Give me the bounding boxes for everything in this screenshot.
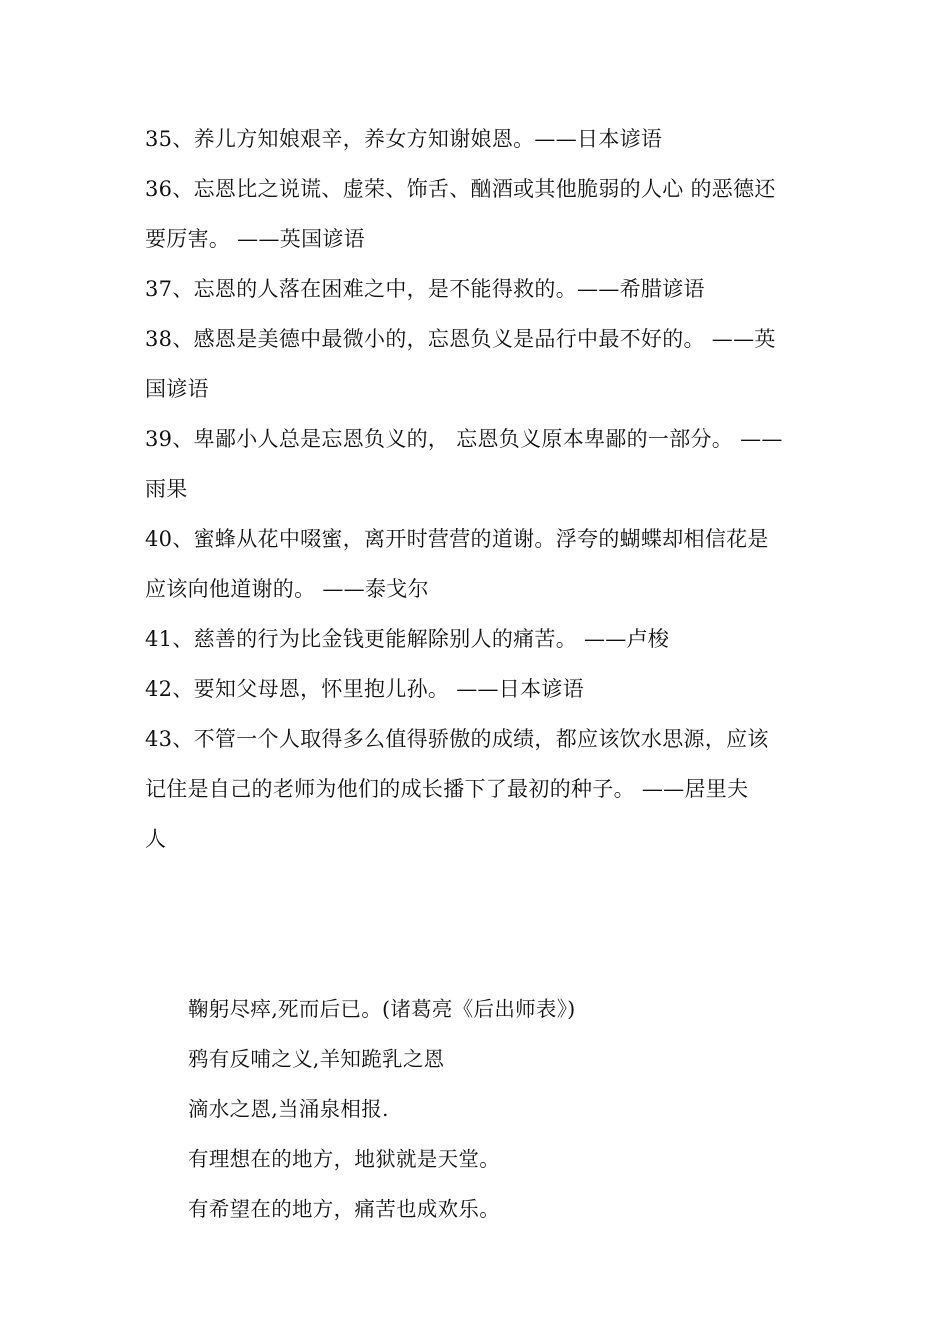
proverb-line: 有理想在的地方，地狱就是天堂。 (188, 1147, 500, 1171)
numbered-quotes (145, 114, 805, 864)
quote-line: 要厉害。 ——英国谚语 (145, 227, 365, 251)
quote-35 (145, 114, 805, 164)
quote-line: 41、慈善的行为比金钱更能解除别人的痛苦。 ——卢梭 (145, 627, 670, 651)
proverb-line: 鸦有反哺之义,羊知跪乳之恩 (188, 1047, 445, 1071)
quote-38 (145, 314, 805, 414)
quote-line: 37、忘恩的人落在困难之中，是不能得救的。——希腊谚语 (145, 277, 705, 301)
quote-42 (145, 664, 805, 714)
quote-39 (145, 414, 805, 514)
quote-line: 国谚语 (145, 377, 209, 401)
quote-line: 雨果 (145, 477, 188, 501)
proverb-line: 滴水之恩,当涌泉相报. (188, 1097, 389, 1121)
quote-43 (145, 714, 805, 864)
extra-proverbs (188, 984, 808, 1234)
quote-40 (145, 514, 805, 614)
proverb-line: 有希望在的地方，痛苦也成欢乐。 (188, 1197, 500, 1221)
quote-line: 35、养儿方知娘艰辛，养女方知谢娘恩。——日本谚语 (145, 127, 663, 151)
quote-41 (145, 614, 805, 664)
quote-line: 人 (145, 827, 167, 851)
proverb-line: 鞠躬尽瘁,死而后已。(诸葛亮《后出师表》) (188, 997, 576, 1021)
quote-line: 38、感恩是美德中最微小的，忘恩负义是品行中最不好的。 ——英 (145, 327, 776, 351)
quote-36 (145, 164, 805, 264)
quote-line: 记住是自己的老师为他们的成长播下了最初的种子。 ——居里夫 (145, 777, 749, 801)
quote-line: 应该向他道谢的。 ——泰戈尔 (145, 577, 429, 601)
quote-37 (145, 264, 805, 314)
quote-line: 40、蜜蜂从花中啜蜜，离开时营营的道谢。浮夸的蝴蝶却相信花是 (145, 527, 769, 551)
quote-line: 36、忘恩比之说谎、虚荣、饰舌、酗酒或其他脆弱的人心 的恶德还 (145, 177, 776, 201)
quote-line: 43、不管一个人取得多么值得骄傲的成绩，都应该饮水思源，应该 (145, 727, 769, 751)
quote-line: 42、要知父母恩，怀里抱儿孙。 ——日本谚语 (145, 677, 584, 701)
quote-line: 39、卑鄙小人总是忘恩负义的， 忘恩负义原本卑鄙的一部分。 —— (145, 427, 783, 451)
